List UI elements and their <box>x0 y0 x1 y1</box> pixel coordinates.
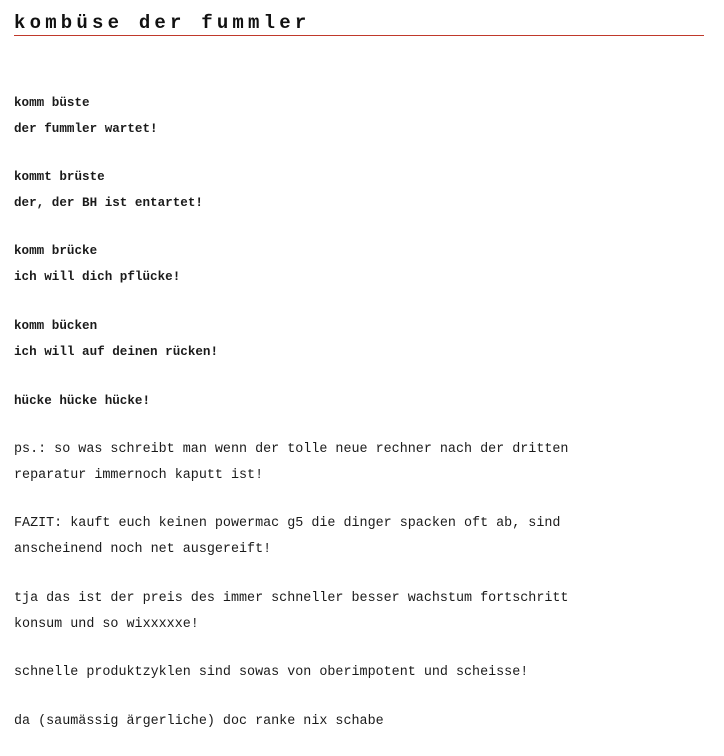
verse-line: der, der BH ist entartet! <box>14 196 203 210</box>
verse-line: ich will auf deinen rücken! <box>14 345 219 359</box>
page-title: kombüse der fummler <box>14 12 311 34</box>
note-line: FAZIT: kauft euch keinen powermac g5 die dinger spacken oft ab, sind <box>14 516 561 531</box>
verse-line: ich will dich pflücke! <box>14 270 181 284</box>
signature-line: da (saumässig ärgerliche) doc ranke nix schabe <box>14 714 384 729</box>
note-line: ps.: so was schreibt man wenn der tolle neue rechner nach der dritten <box>14 442 569 457</box>
verse-line: komm brücke <box>14 244 98 258</box>
verse-line: kommt brüste <box>14 170 105 184</box>
verse-line: komm bücken <box>14 319 98 333</box>
note-line: anscheinend noch net ausgereift! <box>14 542 272 557</box>
note-line: konsum und so wixxxxxe! <box>14 617 199 632</box>
verse-line: hücke hücke hücke! <box>14 394 151 408</box>
note-line: schnelle produktzyklen sind sowas von oberimpotent und scheisse! <box>14 665 529 680</box>
verse-line: komm büste <box>14 96 90 110</box>
document-page <box>14 0 706 756</box>
note-line: reparatur immernoch kaputt ist! <box>14 468 264 483</box>
title-underline <box>14 35 704 36</box>
verse-line: der fummler wartet! <box>14 122 158 136</box>
note-line: tja das ist der preis des immer schneller besser wachstum fortschritt <box>14 591 569 606</box>
